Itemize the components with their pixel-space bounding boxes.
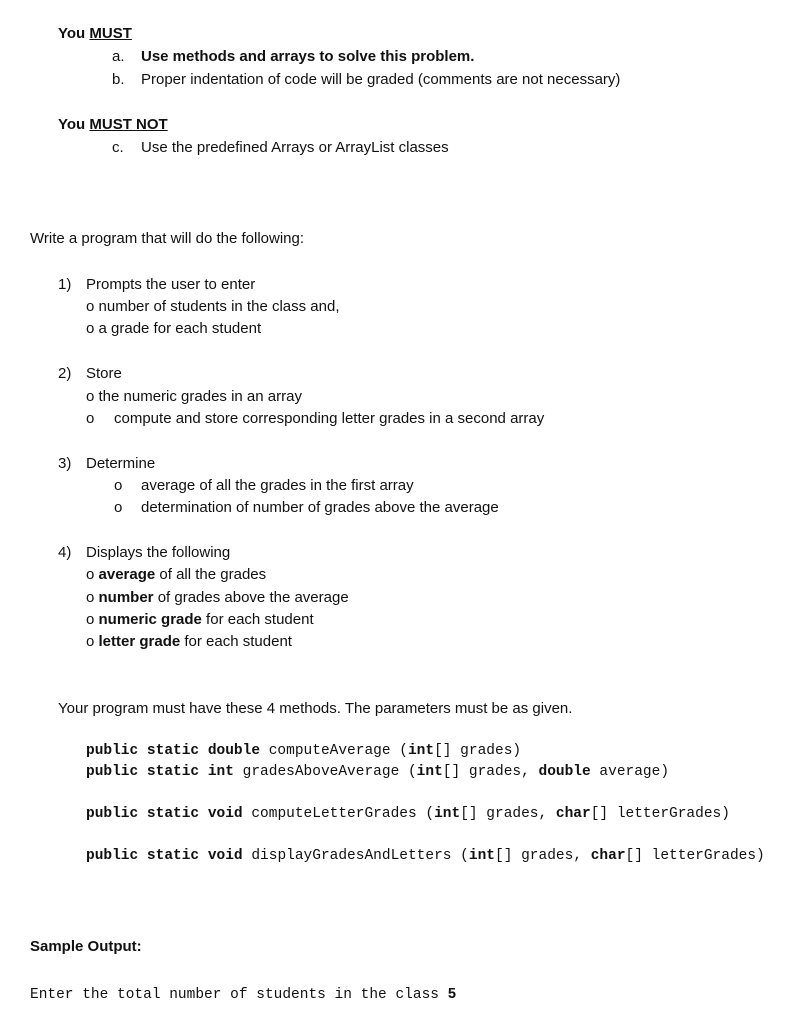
- must-item-b-marker: b.: [112, 71, 125, 88]
- param-type: char: [590, 848, 626, 864]
- param-name: [] grades,: [495, 848, 591, 864]
- sample-output-input: 5: [447, 987, 457, 1003]
- must-item-b: Proper indentation of code will be graded (comments are not necessary): [141, 71, 621, 88]
- param-name: [] grades,: [460, 806, 556, 822]
- step-1-bullet-2-text: a grade for each student: [98, 320, 262, 337]
- must-not-keyword: MUST NOT: [89, 116, 168, 133]
- bullet-icon: o: [86, 589, 95, 606]
- method-signature-grades-above-average: [86, 763, 669, 781]
- step-3-title: Determine: [86, 455, 156, 472]
- step-3-bullet-1-icon: o: [114, 477, 123, 494]
- step-2-bullet-1: [86, 388, 302, 406]
- bullet-icon: o: [86, 388, 95, 405]
- bullet-icon: o: [86, 298, 95, 315]
- step-4-bullet-4-bold: letter grade: [98, 633, 181, 650]
- param-type: int: [468, 848, 495, 864]
- param-name: [] grades): [434, 743, 522, 759]
- step-4-bullet-3-text: for each student: [201, 611, 314, 628]
- step-1-number: 1): [58, 276, 72, 293]
- step-1-bullet-2: [86, 320, 261, 338]
- step-4-bullet-4-text: for each student: [180, 633, 292, 650]
- step-4-bullet-1: [86, 566, 266, 584]
- must-not-item-c-marker: c.: [112, 139, 124, 156]
- must-not-item-c: Use the predefined Arrays or ArrayList classes: [141, 139, 449, 156]
- step-4-number: 4): [58, 544, 72, 561]
- step-2-number: 2): [58, 365, 72, 382]
- param-name: [] grades,: [442, 764, 539, 780]
- step-3-number: 3): [58, 455, 72, 472]
- step-2-bullet-2: compute and store corresponding letter grades in a second array: [114, 410, 545, 427]
- method-name: computeAverage (: [260, 743, 408, 759]
- step-2-bullet-2-icon: o: [86, 410, 95, 427]
- must-keyword: MUST: [89, 25, 132, 42]
- method-signature-display-grades-and-letters: [86, 847, 765, 865]
- step-4-bullet-4: [86, 633, 292, 651]
- bullet-icon: o: [86, 611, 95, 628]
- param-type: int: [416, 764, 443, 780]
- step-4-bullet-1-bold: average: [98, 566, 156, 583]
- methods-intro: Your program must have these 4 methods. The parameters must be as given.: [58, 700, 573, 717]
- param-name: [] letterGrades): [590, 806, 730, 822]
- bullet-icon: o: [86, 566, 95, 583]
- method-modifiers: public static double: [86, 743, 261, 759]
- step-4-bullet-2-bold: number: [98, 589, 154, 606]
- method-name: computeLetterGrades (: [242, 806, 435, 822]
- step-4-bullet-3: [86, 611, 314, 629]
- must-heading: [58, 25, 132, 43]
- step-2-title: Store: [86, 365, 122, 382]
- step-3-bullet-2: determination of number of grades above the average: [141, 499, 499, 516]
- sample-output-line: [30, 986, 456, 1004]
- method-modifiers: public static void: [86, 806, 243, 822]
- must-item-a: Use methods and arrays to solve this problem.: [141, 48, 475, 65]
- step-4-bullet-3-bold: numeric grade: [98, 611, 202, 628]
- method-modifiers: public static void: [86, 848, 243, 864]
- must-not-heading: [58, 116, 168, 134]
- intro-text: Write a program that will do the following:: [30, 230, 305, 247]
- method-name: displayGradesAndLetters (: [242, 848, 469, 864]
- step-2-bullet-1-text: the numeric grades in an array: [98, 388, 302, 405]
- step-4-title: Displays the following: [86, 544, 231, 561]
- bullet-icon: o: [86, 633, 95, 650]
- must-item-a-marker: a.: [112, 48, 125, 65]
- step-4-bullet-2: [86, 589, 349, 607]
- step-1-bullet-1: [86, 298, 340, 316]
- method-name: gradesAboveAverage (: [233, 764, 417, 780]
- method-signature-compute-letter-grades: [86, 805, 730, 823]
- step-4-bullet-1-text: of all the grades: [155, 566, 267, 583]
- param-name: average): [590, 764, 670, 780]
- step-1-title: Prompts the user to enter: [86, 276, 256, 293]
- bullet-icon: o: [86, 320, 95, 337]
- sample-output-heading: Sample Output:: [30, 938, 142, 955]
- must-not-prefix: You: [58, 116, 90, 133]
- must-prefix: You: [58, 25, 90, 42]
- step-1-bullet-1-text: number of students in the class and,: [98, 298, 340, 315]
- step-3-bullet-2-icon: o: [114, 499, 123, 516]
- method-signature-compute-average: [86, 742, 521, 760]
- step-3-bullet-1: average of all the grades in the first array: [141, 477, 414, 494]
- method-modifiers: public static int: [86, 764, 234, 780]
- param-type: int: [434, 806, 461, 822]
- param-type: int: [407, 743, 435, 759]
- param-type: char: [555, 806, 591, 822]
- param-type: double: [538, 764, 591, 780]
- step-4-bullet-2-text: of grades above the average: [153, 589, 349, 606]
- param-name: [] letterGrades): [625, 848, 765, 864]
- sample-output-prompt: Enter the total number of students in the class: [30, 987, 448, 1003]
